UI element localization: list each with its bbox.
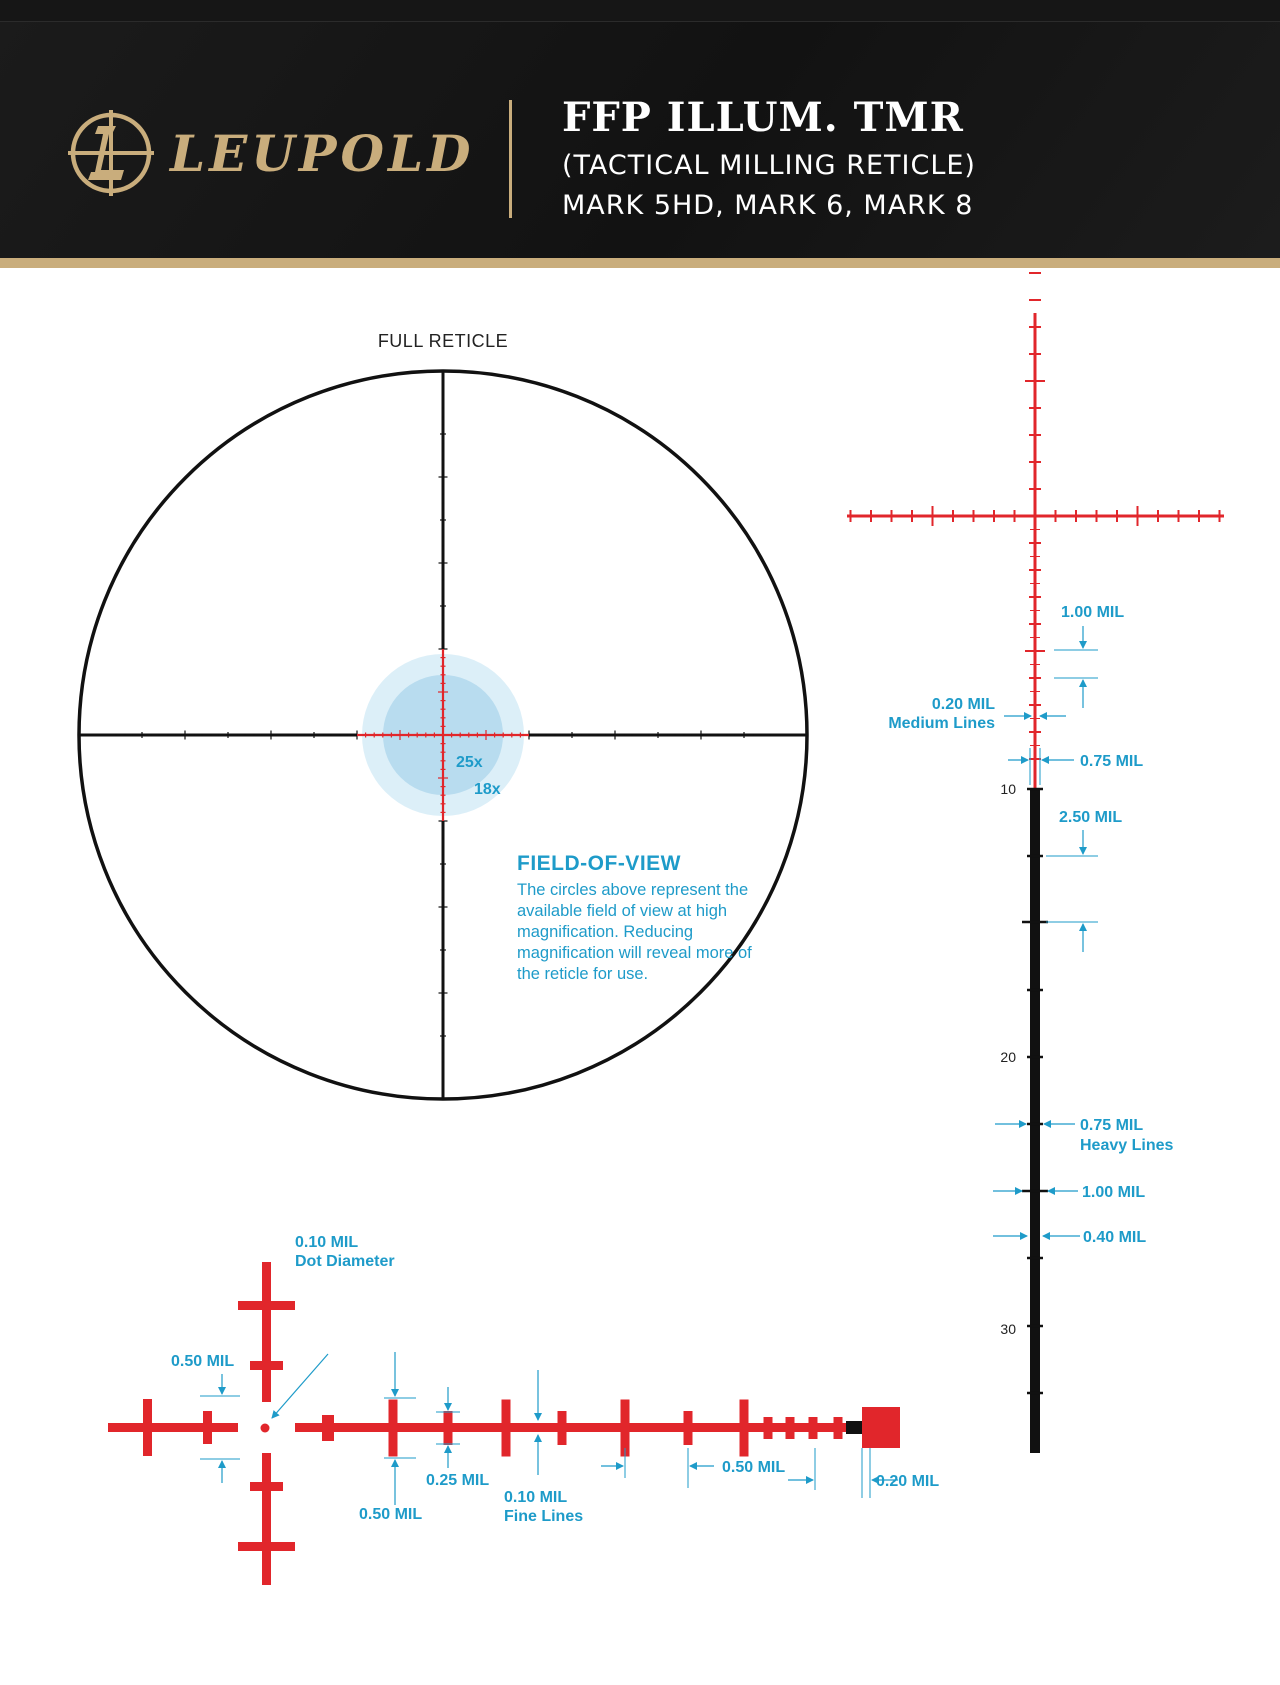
post-start — [862, 1407, 900, 1448]
detail-tick — [834, 1417, 843, 1439]
detail-tick — [764, 1417, 773, 1439]
callout-0-75-mil: 0.75 MIL — [1080, 753, 1144, 770]
callout-fine-lines-name: Fine Lines — [504, 1508, 584, 1525]
heavy-post — [1030, 789, 1040, 1453]
fov-label-25x: 25x — [456, 754, 483, 771]
fov-body-text: The circles above represent the available field of view at high magnification. Reducing magnification will reveal more of the reticle for use. — [517, 881, 752, 983]
callout-1-00-mil: 1.00 MIL — [1061, 604, 1125, 621]
callout-medium-lines-name: Medium Lines — [888, 715, 995, 732]
callout-post-0-20: 0.20 MIL — [876, 1473, 940, 1490]
callout-dot-name: Dot Diameter — [295, 1253, 395, 1270]
brand-name: LEUPOLD — [170, 124, 475, 183]
vertical-stadia-detail — [847, 273, 1224, 1453]
callout-gap-0-50: 0.50 MIL — [171, 1353, 235, 1370]
detail-tick — [684, 1411, 693, 1445]
callout-2-50-mil: 2.50 MIL — [1059, 809, 1123, 826]
detail-tick — [444, 1411, 453, 1445]
full-reticle-view — [79, 371, 807, 1099]
detail-tick — [621, 1400, 630, 1457]
detail-tick — [740, 1400, 749, 1457]
callout-0-40-mil: 0.40 MIL — [1083, 1229, 1147, 1246]
callout-1-00-mil-heavy: 1.00 MIL — [1082, 1184, 1146, 1201]
detail-tick — [322, 1415, 334, 1441]
full-reticle-label: FULL RETICLE — [377, 331, 509, 351]
fov-label-18x: 18x — [474, 781, 501, 798]
page-subtitle: (TACTICAL MILLING RETICLE) — [562, 150, 976, 181]
post-number-20: 20 — [1000, 1049, 1016, 1065]
post-number-30: 30 — [1000, 1321, 1016, 1337]
callout-medium-lines-value: 0.20 MIL — [931, 696, 995, 713]
post-number-10: 10 — [1000, 781, 1016, 797]
page-title: FFP ILLUM. TMR — [562, 94, 964, 141]
compatible-models: MARK 5HD, MARK 6, MARK 8 — [562, 190, 974, 221]
detail-tick — [558, 1411, 567, 1445]
post-junction — [846, 1421, 862, 1434]
center-detail — [108, 1262, 900, 1585]
fov-description — [517, 852, 777, 985]
detail-tick — [809, 1417, 818, 1439]
callout-mark-0-50: 0.50 MIL — [359, 1506, 423, 1523]
callout-heavy-lines-name: Heavy Lines — [1080, 1137, 1174, 1154]
center-dot — [261, 1424, 270, 1433]
callout-spacing-0-50: 0.50 MIL — [722, 1459, 786, 1476]
fov-heading: FIELD-OF-VIEW — [517, 852, 681, 875]
callout-fine-lines-value: 0.10 MIL — [504, 1489, 568, 1506]
callout-dot-value: 0.10 MIL — [295, 1234, 359, 1251]
callout-mark-0-25: 0.25 MIL — [426, 1472, 490, 1489]
center-detail-callouts — [171, 1234, 939, 1525]
detail-tick — [389, 1400, 398, 1457]
detail-tick — [502, 1400, 511, 1457]
detail-tick — [786, 1417, 795, 1439]
callout-heavy-lines-value: 0.75 MIL — [1080, 1117, 1144, 1134]
